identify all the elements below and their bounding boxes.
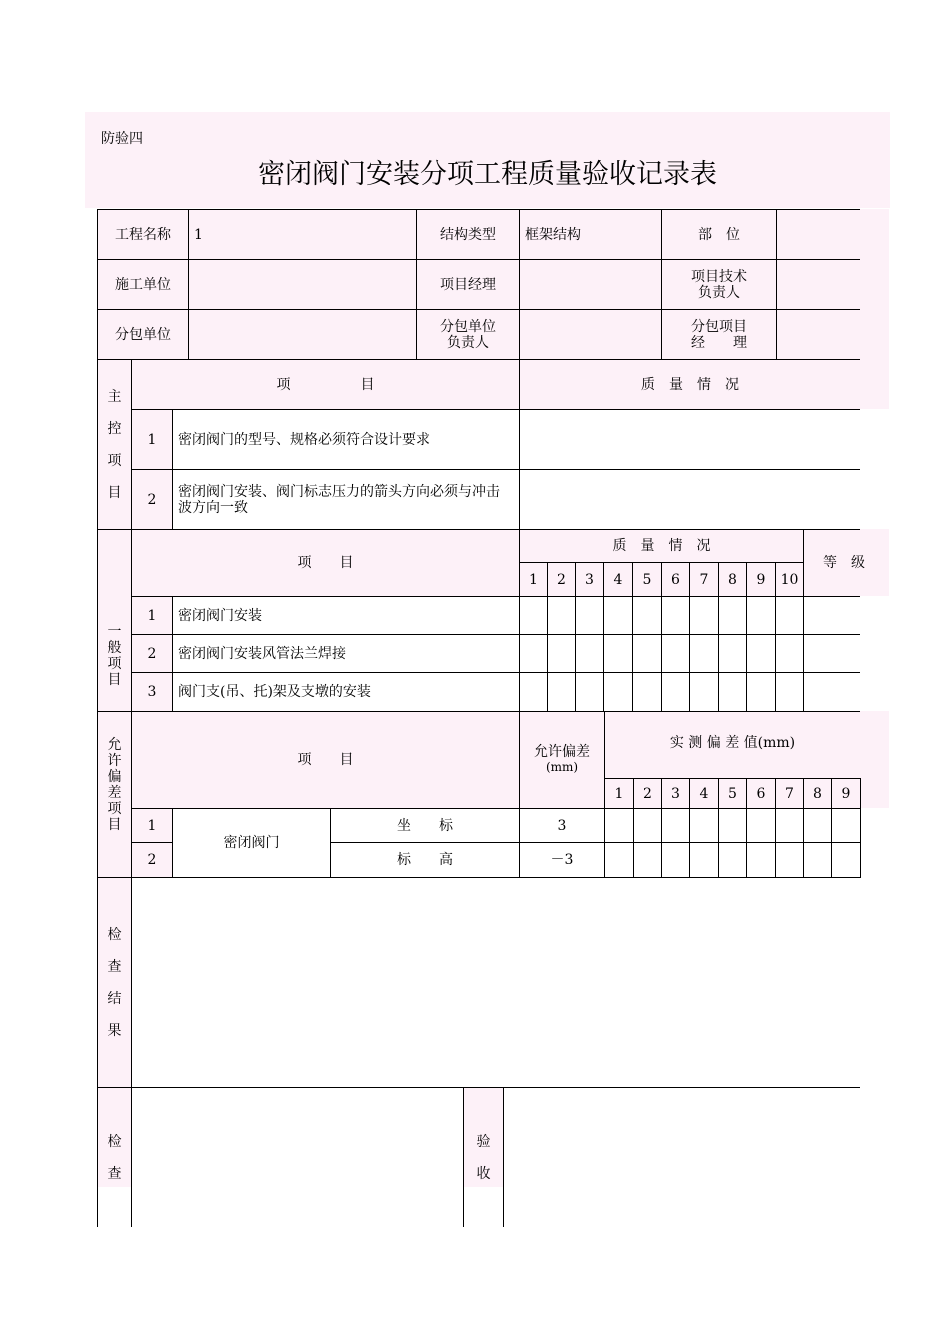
tolerance-measured-cell [746, 842, 776, 878]
sub-pm-value [776, 309, 860, 360]
tolerance-col-number: 6 [746, 778, 776, 809]
main-control-row-no: 2 [131, 469, 173, 530]
general-row-no: 2 [131, 634, 173, 673]
general-quality-cell [603, 634, 633, 673]
tech-lead-value [776, 259, 860, 310]
acceptance-content [503, 1087, 860, 1227]
tolerance-measured-cell [831, 808, 861, 843]
tolerance-col-number: 4 [689, 778, 719, 809]
sub-unit-label: 分包单位 [97, 309, 189, 360]
tolerance-col-number: 1 [604, 778, 634, 809]
tolerance-row-allow: －3 [519, 842, 605, 878]
general-quality-cell [718, 634, 747, 673]
general-quality-cell [632, 596, 662, 635]
tolerance-measured-cell [718, 808, 747, 843]
general-grade-cell [803, 634, 860, 673]
tolerance-measured-cell [689, 808, 719, 843]
tolerance-row-no: 2 [131, 842, 173, 878]
tolerance-section-label: 允 许 偏 差 项 目 [97, 711, 132, 878]
general-quality-cell [547, 672, 576, 712]
general-col-number: 1 [519, 562, 548, 597]
general-row-no: 1 [131, 596, 173, 635]
tolerance-col-number: 7 [775, 778, 804, 809]
general-col-number: 3 [575, 562, 604, 597]
tolerance-measured-cell [604, 842, 634, 878]
general-quality-cell [547, 634, 576, 673]
general-quality-cell [603, 672, 633, 712]
general-col-number: 10 [775, 562, 804, 597]
project-name-label: 工程名称 [97, 209, 189, 260]
acceptance-label: 验 收 [463, 1087, 504, 1227]
tolerance-measured-cell [633, 808, 662, 843]
general-quality-cell [689, 596, 719, 635]
sub-unit-value [188, 309, 417, 360]
tolerance-measured-cell [746, 808, 776, 843]
general-quality-cell [632, 634, 662, 673]
tolerance-measured-cell [633, 842, 662, 878]
general-col-number: 4 [603, 562, 633, 597]
general-quality-cell [547, 596, 576, 635]
general-quality-cell [689, 672, 719, 712]
main-control-row-quality [519, 409, 860, 470]
main-control-item-header: 项 目 [131, 359, 520, 410]
tolerance-measured-cell [718, 842, 747, 878]
general-quality-cell [661, 634, 690, 673]
general-col-number: 5 [632, 562, 662, 597]
tolerance-measured-cell [689, 842, 719, 878]
tolerance-row-no: 1 [131, 808, 173, 843]
general-quality-cell [575, 634, 604, 673]
tolerance-measured-header: 实 测 偏 差 值(mm) [604, 711, 860, 779]
general-quality-cell [661, 672, 690, 712]
general-quality-cell [775, 596, 804, 635]
tolerance-measured-cell [775, 842, 804, 878]
main-control-section-label: 主 控 项 目 [97, 359, 132, 530]
inspector-content [131, 1087, 464, 1227]
sub-unit-lead-value [519, 309, 662, 360]
general-grade-cell [803, 596, 860, 635]
project-manager-value [519, 259, 662, 310]
tolerance-col-number: 9 [831, 778, 861, 809]
sub-unit-lead-label: 分包单位 负责人 [416, 309, 520, 360]
tolerance-item-header: 项 目 [131, 711, 520, 809]
page-title: 密闭阀门安装分项工程质量验收记录表 [258, 159, 717, 190]
general-col-number: 6 [661, 562, 690, 597]
main-control-row-text: 密闭阀门安装、阀门标志压力的箭头方向必须与冲击波方向一致 [172, 469, 520, 530]
inspector-label: 检 查 [97, 1087, 132, 1227]
location-label: 部 位 [661, 209, 777, 260]
general-grade-header: 等 级 [803, 529, 860, 597]
general-quality-cell [689, 634, 719, 673]
general-quality-cell [632, 672, 662, 712]
sub-pm-label: 分包项目 经 理 [661, 309, 777, 360]
general-quality-cell [746, 634, 776, 673]
tolerance-measured-cell [803, 842, 832, 878]
doc-code: 防验四 [101, 131, 143, 147]
main-control-row-text: 密闭阀门的型号、规格必须符合设计要求 [172, 409, 520, 470]
general-quality-cell [519, 596, 548, 635]
tolerance-row-allow: 3 [519, 808, 605, 843]
general-quality-cell [575, 596, 604, 635]
construction-unit-label: 施工单位 [97, 259, 189, 310]
general-quality-cell [775, 672, 804, 712]
tolerance-col-number: 5 [718, 778, 747, 809]
general-quality-cell [746, 672, 776, 712]
tolerance-row-sub: 标 高 [330, 842, 520, 878]
check-result-label: 检 查 结 果 [97, 877, 132, 1088]
general-col-number: 7 [689, 562, 719, 597]
general-quality-cell [718, 596, 747, 635]
general-grade-cell [803, 672, 860, 712]
general-quality-cell [519, 634, 548, 673]
general-item-header: 项 目 [131, 529, 520, 597]
main-control-row-quality [519, 469, 860, 530]
general-col-number: 9 [746, 562, 776, 597]
check-result-content [131, 877, 860, 1088]
tolerance-measured-cell [661, 842, 690, 878]
tech-lead-label: 项目技术 负责人 [661, 259, 777, 310]
construction-unit-value [188, 259, 417, 310]
project-name-value: 1 [188, 209, 417, 260]
structure-type-label: 结构类型 [416, 209, 520, 260]
general-col-number: 8 [718, 562, 747, 597]
tolerance-measured-cell [661, 808, 690, 843]
general-quality-header: 质 量 情 况 [519, 529, 804, 563]
general-quality-cell [575, 672, 604, 712]
location-value [776, 209, 860, 260]
tolerance-measured-cell [775, 808, 804, 843]
general-quality-cell [603, 596, 633, 635]
main-control-row-no: 1 [131, 409, 173, 470]
tolerance-measured-cell [604, 808, 634, 843]
tolerance-allow-header: 允许偏差 (mm) [519, 711, 605, 809]
tolerance-measured-cell [831, 842, 861, 878]
general-quality-cell [661, 596, 690, 635]
general-quality-cell [718, 672, 747, 712]
tolerance-measured-cell [803, 808, 832, 843]
general-quality-cell [519, 672, 548, 712]
general-col-number: 2 [547, 562, 576, 597]
general-row-text: 密闭阀门安装风管法兰焊接 [172, 634, 520, 673]
main-control-quality-header: 质 量 情 况 [519, 359, 860, 410]
general-section-label: 一 般 项 目 [97, 529, 132, 712]
tolerance-col-number: 8 [803, 778, 832, 809]
project-manager-label: 项目经理 [416, 259, 520, 310]
tolerance-col-number: 2 [633, 778, 662, 809]
tolerance-row-sub: 坐 标 [330, 808, 520, 843]
general-row-text: 阀门支(吊、托)架及支墩的安装 [172, 672, 520, 712]
tolerance-col-number: 3 [661, 778, 690, 809]
structure-type-value: 框架结构 [519, 209, 662, 260]
general-quality-cell [775, 634, 804, 673]
general-row-text: 密闭阀门安装 [172, 596, 520, 635]
tolerance-item-name: 密闭阀门 [172, 808, 331, 878]
general-quality-cell [746, 596, 776, 635]
general-row-no: 3 [131, 672, 173, 712]
